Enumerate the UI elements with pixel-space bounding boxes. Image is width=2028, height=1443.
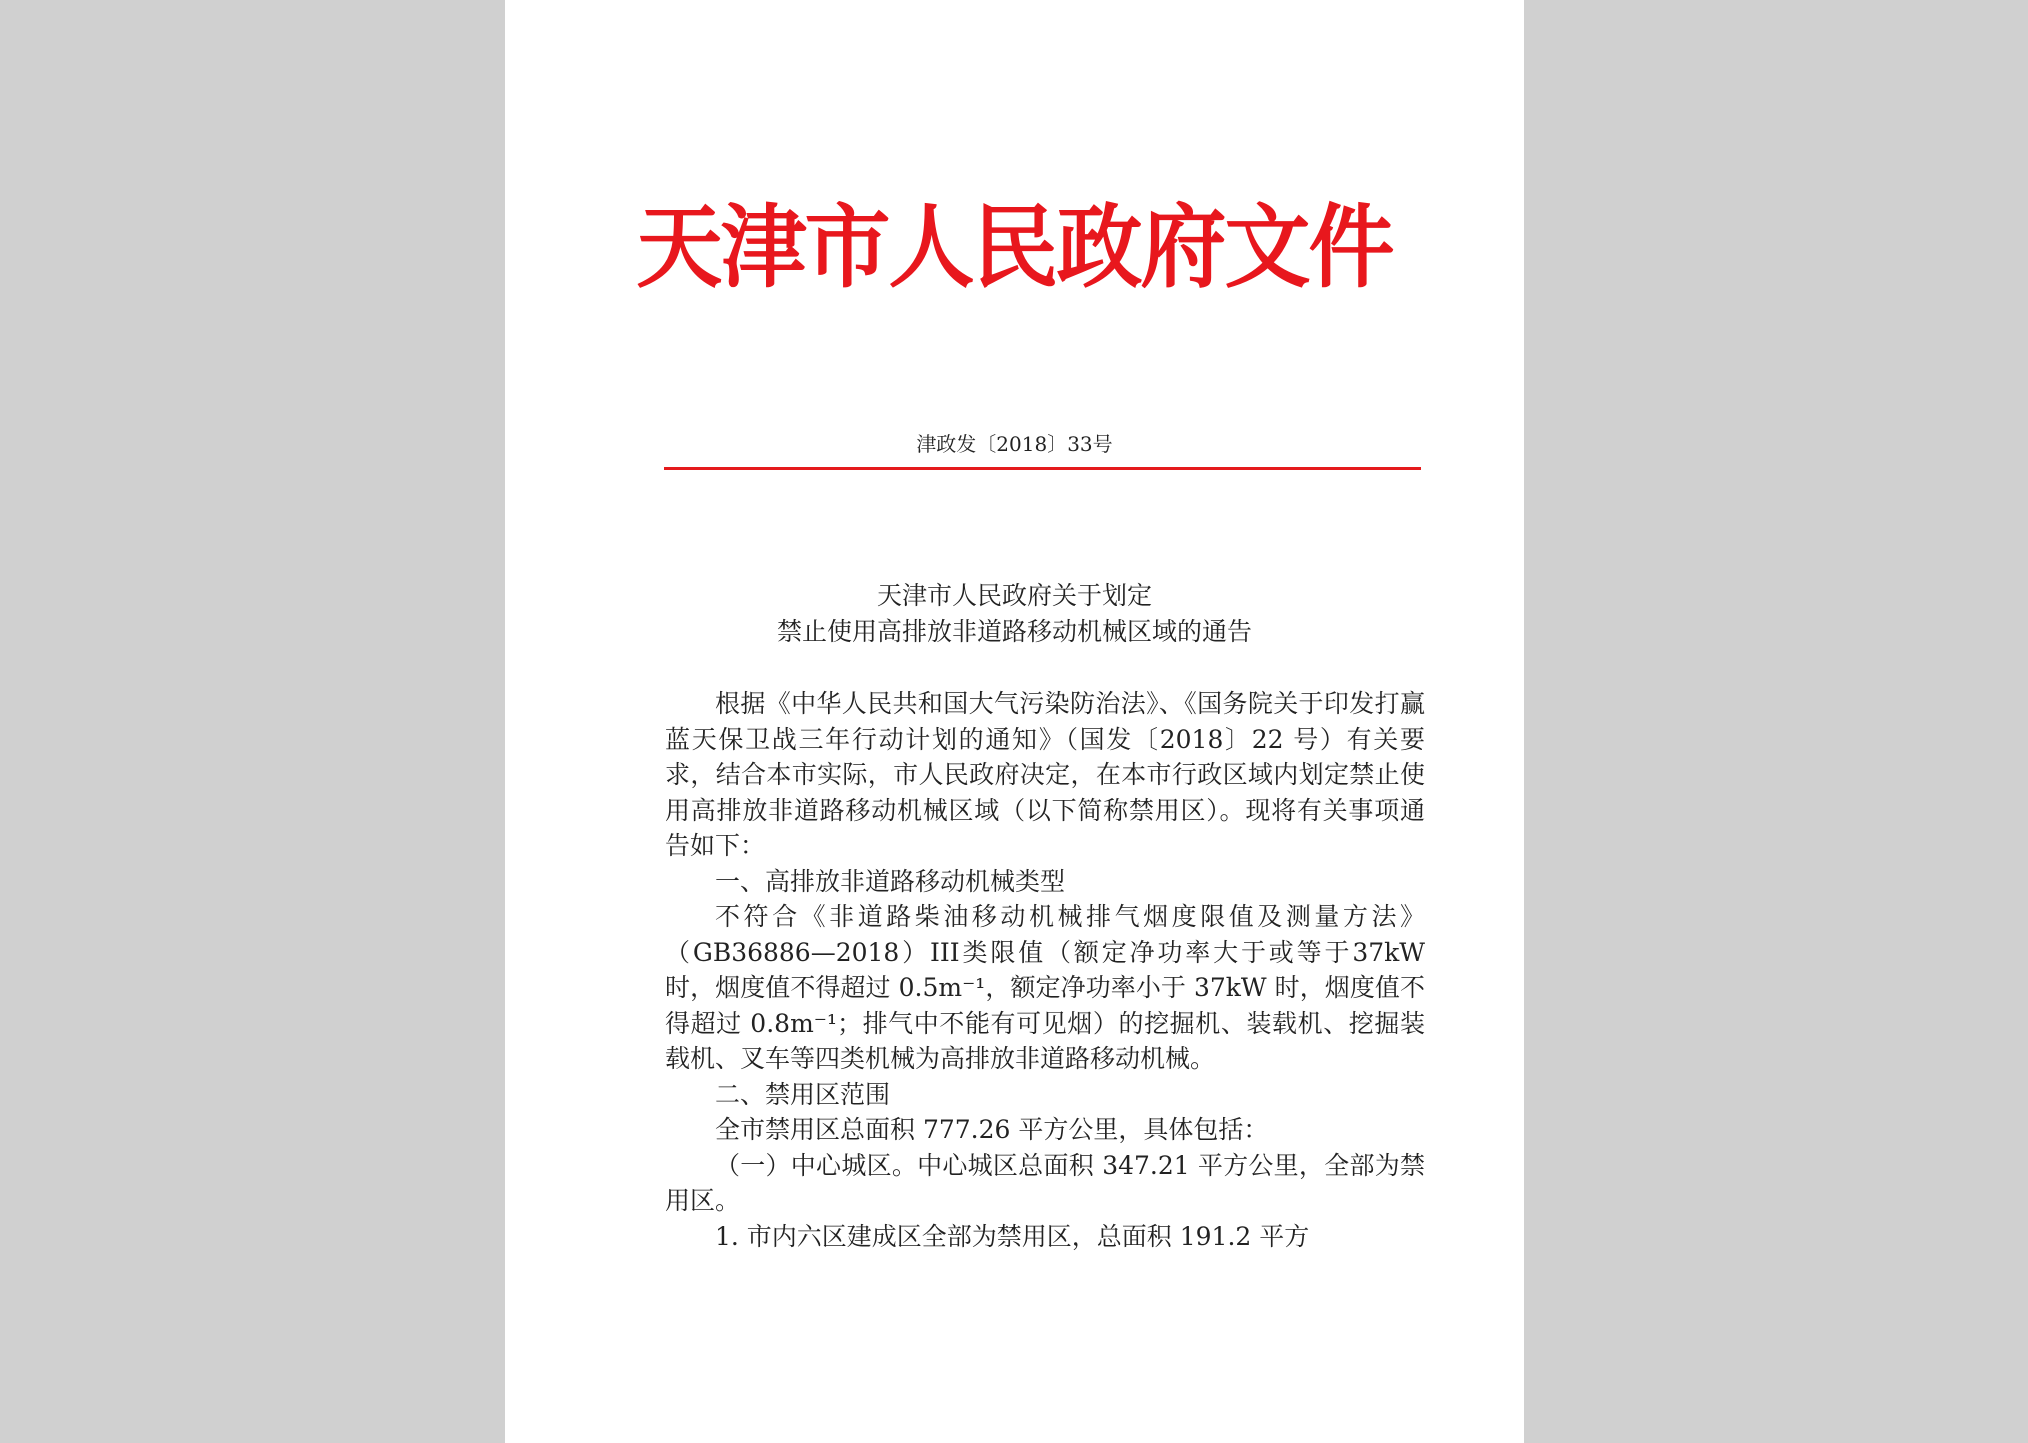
paragraph-central-city: （一）中心城区。中心城区总面积 347.21 平方公里，全部为禁用区。 [665,1150,1425,1215]
paragraph-intro: 根据《中华人民共和国大气污染防治法》、《国务院关于印发打赢蓝天保卫战三年行动计划的通知》（国发〔2018〕22 号）有关要求，结合本市实际，市人民政府决定，在本市行政区域内划定禁止使用高排放非道路移动机械区域（以下简称禁用区）。现将有关事项通告如下： [665,689,1425,860]
red-divider-line [664,467,1421,470]
document-body [665,686,1425,1254]
document-page [505,0,1524,1443]
paragraph-total-area: 全市禁用区总面积 777.26 平方公里，具体包括： [715,1115,1269,1144]
notice-title-line-1: 天津市人民政府关于划定 [876,581,1152,610]
paragraph-machinery-types: 不符合《非道路柴油移动机械排气烟度限值及测量方法》（GB36886—2018）III类限值（额定净功率大于或等于37kW 时，烟度值不得超过 0.5m⁻¹，额定净功率小于 37kW 时，烟度值不得超过 0.8m⁻¹；排气中不能有可见烟）的挖掘机、装载机、挖掘装载机、叉车等四类机械为高排放非道路移动机械。 [665,902,1425,1073]
document-number: 津政发〔2018〕33号 [916,432,1113,456]
section-heading-1: 一、高排放非道路移动机械类型 [715,866,1066,896]
notice-title-line-2: 禁止使用高排放非道路移动机械区域的通告 [776,617,1252,646]
section-heading-2: 二、禁用区范围 [715,1079,891,1109]
paragraph-six-districts: 1. 市内六区建成区全部为禁用区，总面积 191.2 平方 [715,1221,1310,1251]
document-header-title: 天津市人民政府文件 [636,194,1393,301]
